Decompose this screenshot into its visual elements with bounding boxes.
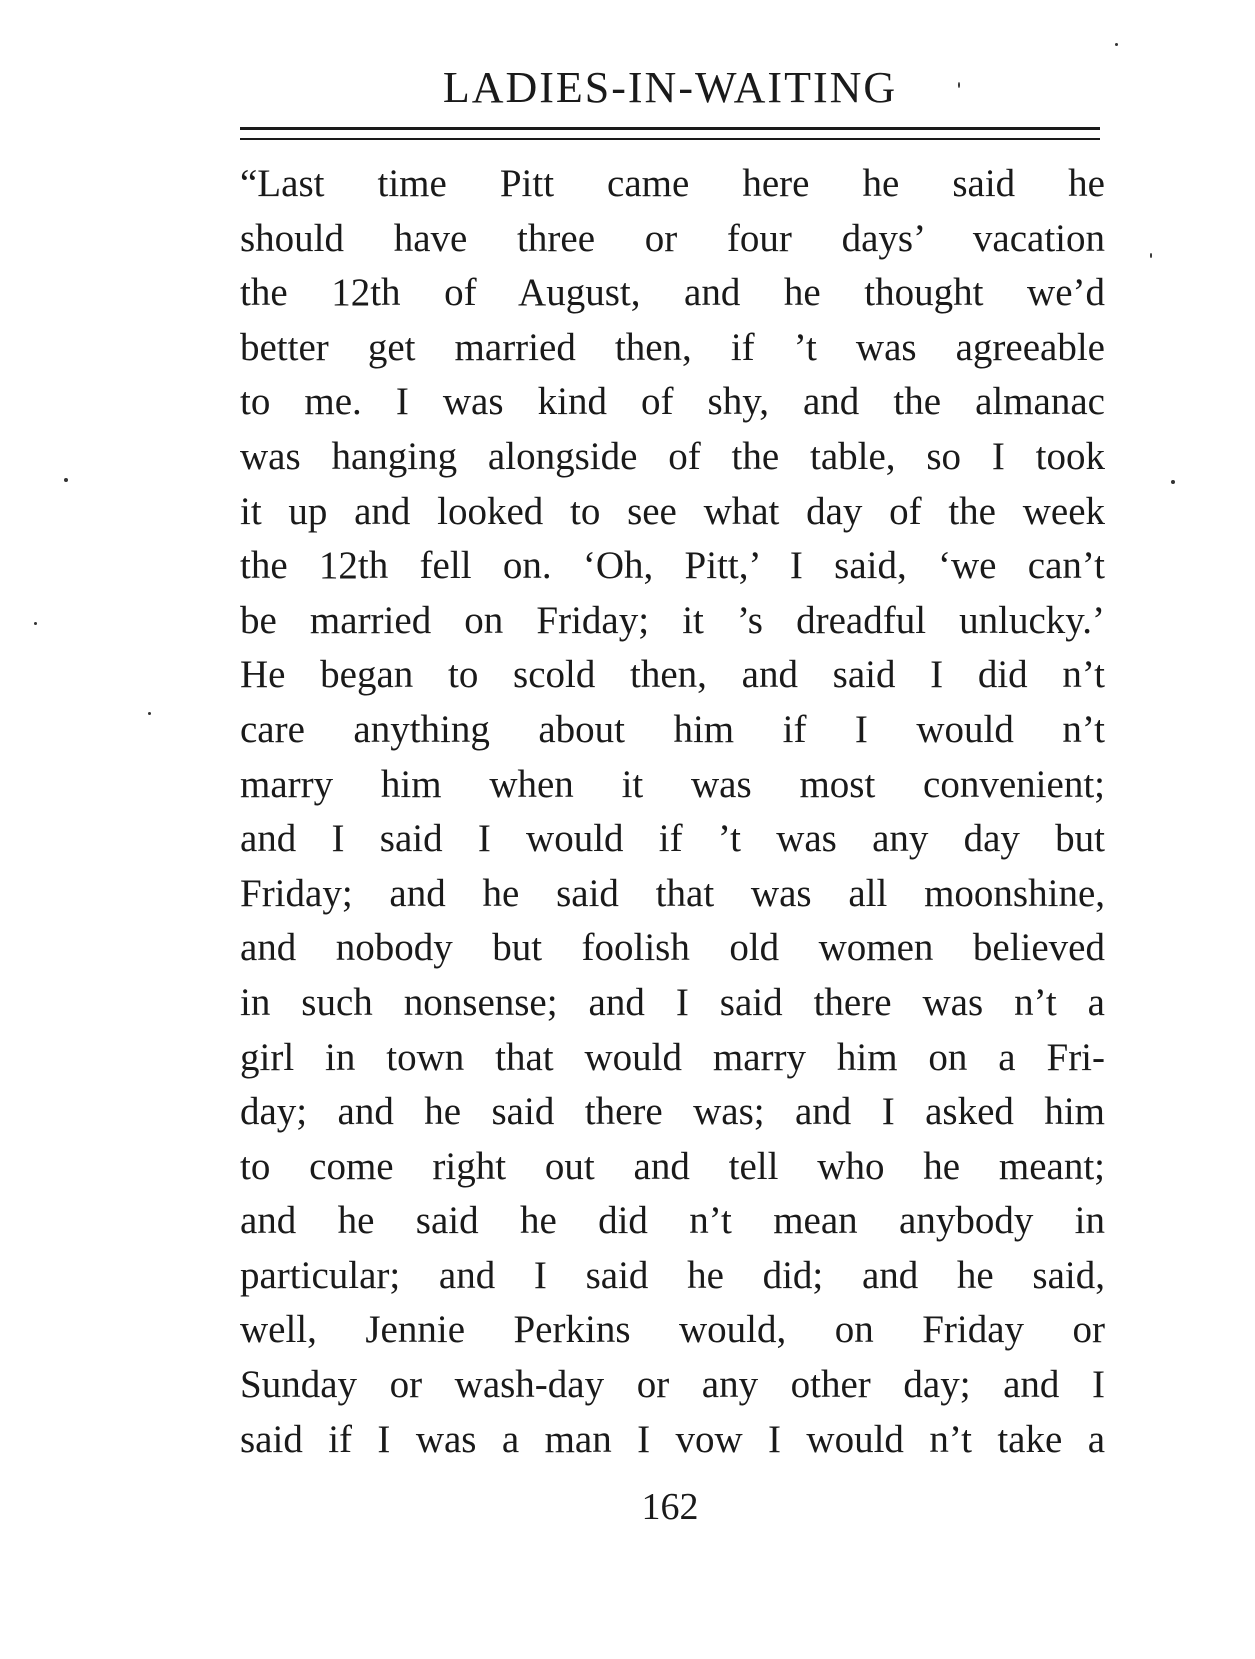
- header-rule-top: [240, 127, 1100, 130]
- scan-speck: [148, 712, 151, 715]
- text-line: it up and looked to see what day of the week: [240, 489, 1105, 533]
- text-line: should have three or four days’ vacation: [240, 216, 1105, 260]
- text-line: the 12th of August, and he thought we’d: [240, 271, 1105, 315]
- text-line: and he said he did n’t mean anybody in: [240, 1199, 1105, 1243]
- text-line: well, Jennie Perkins would, on Friday or: [240, 1308, 1105, 1352]
- scan-speck: [64, 478, 68, 482]
- text-line: Sunday or wash-day or any other day; and I: [240, 1363, 1105, 1407]
- text-line: girl in town that would marry him on a Fri-: [240, 1035, 1105, 1079]
- text-line: was hanging alongside of the table, so I took: [240, 434, 1105, 478]
- text-line: marry him when it was most convenient;: [240, 762, 1105, 806]
- text-line: to come right out and tell who he meant;: [240, 1144, 1105, 1188]
- scan-speck: [34, 622, 37, 625]
- text-line: said if I was a man I vow I would n’t take a: [240, 1417, 1105, 1461]
- text-line: be married on Friday; it ’s dreadful unlucky.’: [240, 598, 1105, 642]
- page-number: 162: [641, 1486, 699, 1528]
- text-line: in such nonsense; and I said there was n’t a: [240, 980, 1105, 1024]
- text-line: “Last time Pitt came here he said he: [240, 162, 1105, 205]
- text-line: the 12th fell on. ‘Oh, Pitt,’ I said, ‘we can’t: [240, 544, 1105, 588]
- text-line: to me. I was kind of shy, and the almanac: [240, 380, 1105, 424]
- text-line: day; and he said there was; and I asked him: [240, 1090, 1105, 1134]
- scan-speck: [1150, 253, 1152, 258]
- text-line: and nobody but foolish old women believed: [240, 926, 1105, 970]
- scan-speck: [1115, 43, 1118, 46]
- text-line: He began to scold then, and said I did n’t: [240, 653, 1105, 697]
- text-line: care anything about him if I would n’t: [240, 707, 1105, 751]
- header-rule-bottom: [240, 138, 1100, 140]
- text-line: better get married then, if ’t was agreeable: [240, 325, 1105, 369]
- text-line: and I said I would if ’t was any day but: [240, 817, 1105, 861]
- scan-speck: [1171, 480, 1175, 484]
- text-line: particular; and I said he did; and he said,: [240, 1253, 1105, 1297]
- scan-speck: [958, 82, 960, 88]
- body-text: [240, 157, 1105, 1467]
- text-line: Friday; and he said that was all moonshine,: [240, 871, 1105, 915]
- running-head: LADIES-IN-WAITING: [442, 63, 898, 112]
